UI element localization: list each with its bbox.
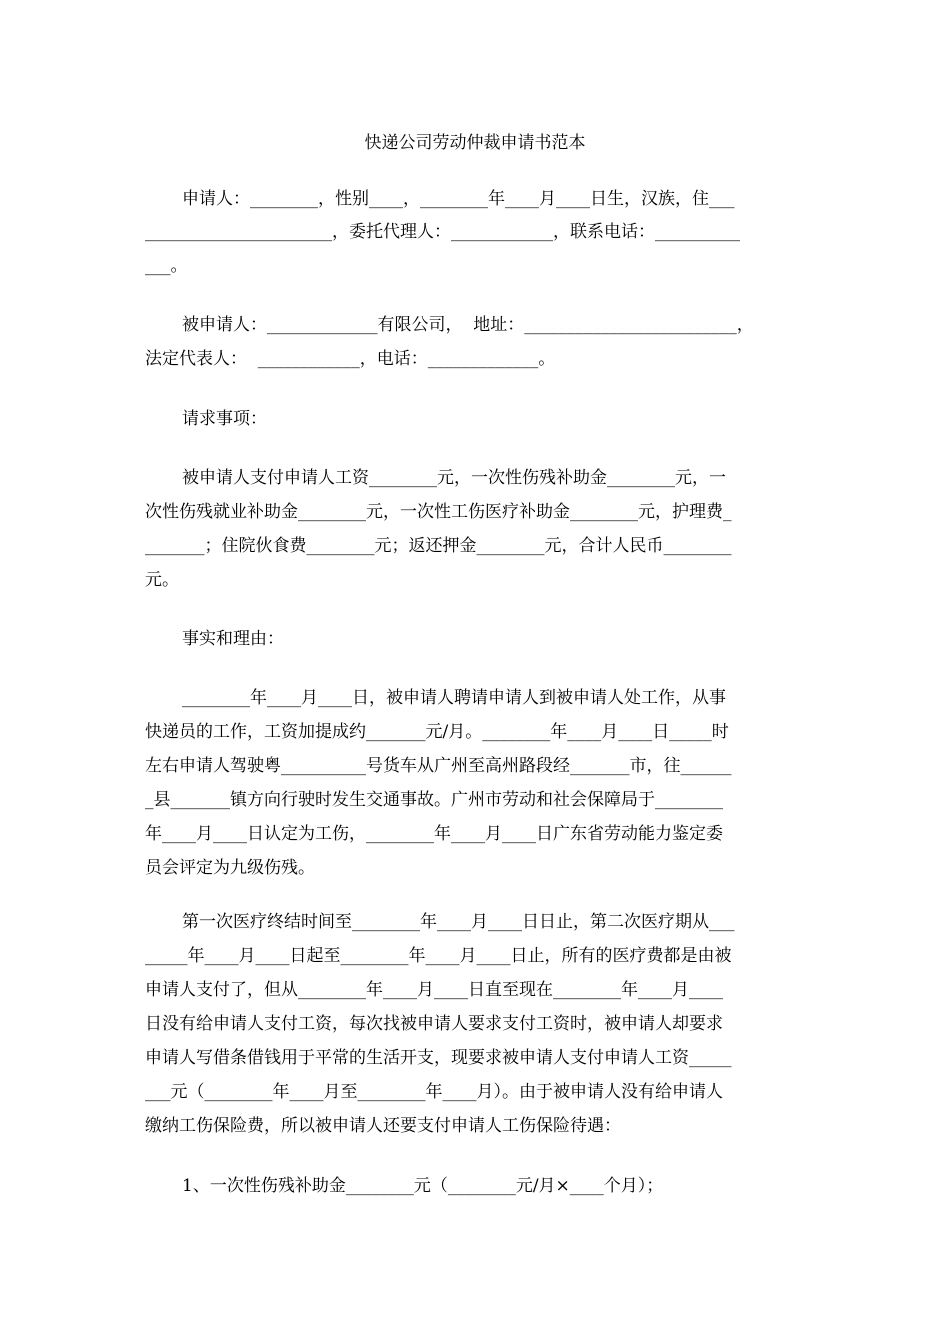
text-line: 第一次医疗终结时间至________年____月____日日止，第二次医疗期从___ xyxy=(182,912,735,932)
text-line: ___。 xyxy=(145,256,188,276)
text-line: 日没有给申请人支付工资，每次找被申请人要求支付工资时，被申请人却要求 xyxy=(145,1014,723,1034)
text-line: _县_______镇方向行驶时发生交通事故。广州市劳动和社会保障局于________ xyxy=(145,790,723,810)
text-line: 年____月____日认定为工伤，________年____月____日广东省劳动能力鉴定委 xyxy=(145,824,723,844)
text-line: ___元（________年____月至________年____月）。由于被申请人没有给申请人 xyxy=(145,1082,723,1102)
text-line: 缴纳工伤保险费，所以被申请人还要支付申请人工伤保险待遇： xyxy=(145,1116,621,1136)
text-line: 左右申请人驾驶粤__________号货车从广州至高州路段经_______市，往______ xyxy=(145,756,732,776)
text-line: 快递员的工作，工资加提成约_______元/月。________年____月____日_____时 xyxy=(145,722,729,742)
section-heading: 请求事项： xyxy=(182,409,267,429)
document-title: 快递公司劳动仲裁申请书范本 xyxy=(364,133,586,153)
text-line: 法定代表人： ____________，电话：_____________。 xyxy=(145,349,556,369)
text-line: 被申请人：_____________有限公司， 地址：_________________________， xyxy=(182,315,754,335)
text-line: _____年____月____日起至________年____月____日止，所有的医疗费都是由被 xyxy=(145,946,732,966)
text-line: 员会评定为九级伤残。 xyxy=(145,858,315,878)
text-line: ______________________，委托代理人：____________，联系电话：__________ xyxy=(145,222,740,242)
text-line: _______；住院伙食费________元；返还押金________元，合计人民币________ xyxy=(145,536,732,556)
text-line: 申请人写借条借钱用于平常的生活开支，现要求被申请人支付申请人工资_____ xyxy=(145,1048,732,1068)
text-line: 元。 xyxy=(145,570,179,590)
list-item: 1、一次性伤残补助金________元（________元/月×____个月）； xyxy=(182,1176,664,1196)
text-line: 申请人支付了，但从________年____月____日直至现在________年____月____ xyxy=(145,980,723,1000)
text-line: 次性伤残就业补助金________元，一次性工伤医疗补助金________元，护理费_ xyxy=(145,502,732,522)
section-heading: 事实和理由： xyxy=(182,629,284,649)
text-line: ________年____月____日，被申请人聘请申请人到被申请人处工作，从事 xyxy=(182,688,726,708)
text-line: 申请人：________，性别____，________年____月____日生，汉族，住___ xyxy=(182,189,735,209)
text-line: 被申请人支付申请人工资________元，一次性伤残补助金________元，一 xyxy=(182,468,726,488)
